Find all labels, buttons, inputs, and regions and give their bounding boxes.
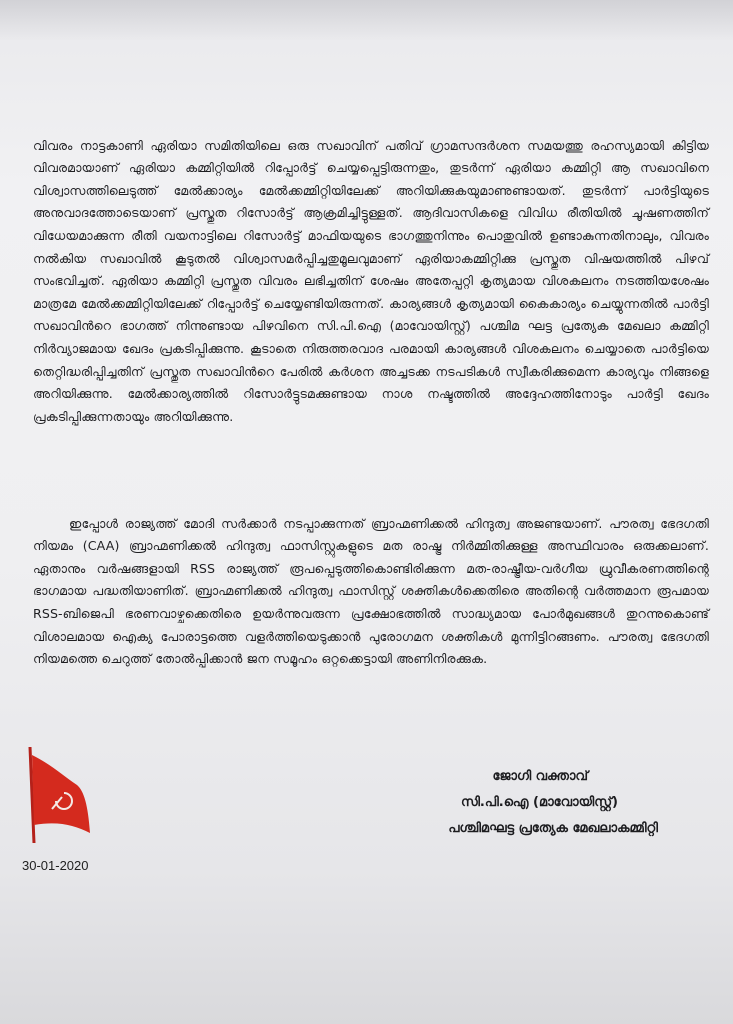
signature-committee: പശ്ചിമഘട്ട പ്രത്യേക മേഖലാകമ്മിറ്റി <box>448 821 658 836</box>
signature-party: സി.പി.ഐ (മാവോയിസ്റ്റ്) <box>460 795 618 810</box>
back-page-bleed-through <box>30 875 710 985</box>
signature-name: ജോഗി വക്താവ് <box>492 769 588 784</box>
hammer-sickle-flag-icon <box>22 745 94 845</box>
body-paragraph-1: വിവരം നാട്ടകാണി ഏരിയാ സമിതിയിലെ ഒരു സഖാവിന് പതിവ് ഗ്രാമസന്ദർശന സമയത്തു രഹസ്യമായി കിട്ടിയ വിവരമായാണ് ഏരിയാ കമ്മിറ്റിയിൽ റിപ്പോർട്ട് ചെയ്യപ്പെട്ടിരുന്നതും, തുടർന്ന് ഏരിയാ കമ്മിറ്റി ആ സഖാവിനെ വിശ്വാസത്തിലെടുത്ത് മേൽക്കാര്യം മേൽക്കമ്മിറ്റിയിലേക്ക് അറിയിക്കുകയുമാണുണ്ടായത്. തുടർന്ന് പാർട്ടിയുടെ അനുവാദത്തോടെയാണ് പ്രസ്തുത റിസോർട്ട് ആക്രമിച്ചിട്ടുള്ളത്. ആദിവാസികളെ വിവിധ രീതിയിൽ ചൂഷണത്തിന് വിധേയമാക്കുന്ന രീതി വയനാട്ടിലെ റിസോർട്ട് മാഫിയയുടെ ഭാഗത്തുനിന്നും പൊതുവിൽ ഉണ്ടാകുന്നതിനാലും, വിവരം നൽകിയ സഖാവിൽ കൂടുതൽ വിശ്വാസമർപ്പിച്ചതുമൂലവുമാണ് ഏരിയാകമ്മിറ്റിക്കു പ്രസ്തുത വിഷയത്തിൽ പിഴവ് സംഭവിച്ചത്. ഏരിയാ കമ്മിറ്റി പ്രസ്തുത വിവരം ലഭിച്ചതിന് ശേഷം അതേപ്പറ്റി കൃത്യമായ വിശകലനം നടത്തിയശേഷം മാത്രമേ മേൽക്കമ്മിറ്റിയിലേക്ക് റിപ്പോർട്ട് ചെയ്യേണ്ടിയിരുന്നത്. കാര്യങ്ങൾ കൃത്യമായി കൈകാര്യം ചെയ്യുന്നതിൽ പാർട്ടി സഖാവിൻറെ ഭാഗത്ത് നിന്നുണ്ടായ പിഴവിനെ സി.പി.ഐ (മാവോയിസ്റ്റ്) പശ്ചിമ ഘട്ട പ്രത്യേക മേഖലാ കമ്മിറ്റി നിർവ്യാജമായ ഖേദം പ്രകടിപ്പിക്കുന്നു. കൂടാതെ നിരുത്തരവാദ പരമായി കാര്യങ്ങൾ വിശകലനം ചെയ്യാതെ പാർട്ടിയെ തെറ്റിദ്ധരിപ്പിച്ചതിന് പ്രസ്തുത സഖാവിൻറെ പേരിൽ കർശന അച്ചടക്ക നടപടികൾ സ്വീകരിക്കുമെന്ന കാര്യവും നിങ്ങളെ അറിയിക്കുന്നു. മേൽക്കാര്യത്തിൽ റിസോർട്ടുടമക്കുണ്ടായ നാശ നഷ്ടത്തിൽ അദ്ദേഹത്തിനോടും പാർട്ടി ഖേദം പ്രകടിപ്പിക്കുന്നതായും അറിയിക്കുന്നു. <box>33 137 709 424</box>
page-top-shadow <box>0 0 733 40</box>
body-paragraph-2: ഇപ്പോൾ രാജ്യത്ത് മോദി സർക്കാർ നടപ്പാക്കുന്നത് ബ്രാഹ്മണിക്കൽ ഹിന്ദുത്വ അജണ്ടയാണ്. പൗരത്വ ഭേദഗതി നിയമം (CAA) ബ്രാഹ്മണിക്കൽ ഹിന്ദുത്വ ഫാസിസ്റ്റുകളുടെ മത രാഷ്ട്ര നിർമ്മിതിക്കുള്ള അസ്ഥിവാരം ഒരുക്കലാണ്. ഏതാനും വർഷങ്ങളായി RSS രാജ്യത്ത് രൂപപ്പെടുത്തികൊണ്ടിരിക്കുന്ന മത-രാഷ്ട്രീയ-വർഗീയ ധ്രുവീകരണത്തിന്റെ ഭാഗമായ പദ്ധതിയാണിത്. ബ്രാഹ്മണിക്കൽ ഹിന്ദുത്വ ഫാസിസ്റ്റ് ശക്തികൾക്കെതിരെ അതിന്റെ വർത്തമാന രൂപമായ RSS-ബിജെപി ഭരണവാഴ്ചക്കെതിരെ ഉയർന്നുവരുന്ന പ്രക്ഷോഭത്തിൽ സാദ്ധ്യമായ പോർമുഖങ്ങൾ തുറന്നുകൊണ്ട് വിശാലമായ ഐക്യ പോരാട്ടത്തെ വളർത്തിയെടുക്കാൻ പുരോഗമന ശക്തികൾ മുന്നിട്ടിറങ്ങണം. പൗരത്വ ഭേദഗതി നിയമത്തെ ചെറുത്ത് തോൽപ്പിക്കാൻ ജന സമൂഹം ഒറ്റക്കെട്ടായി അണിനിരക്കുക. <box>33 515 709 667</box>
document-date: 30-01-2020 <box>22 858 89 873</box>
flag-cloth <box>32 755 90 833</box>
